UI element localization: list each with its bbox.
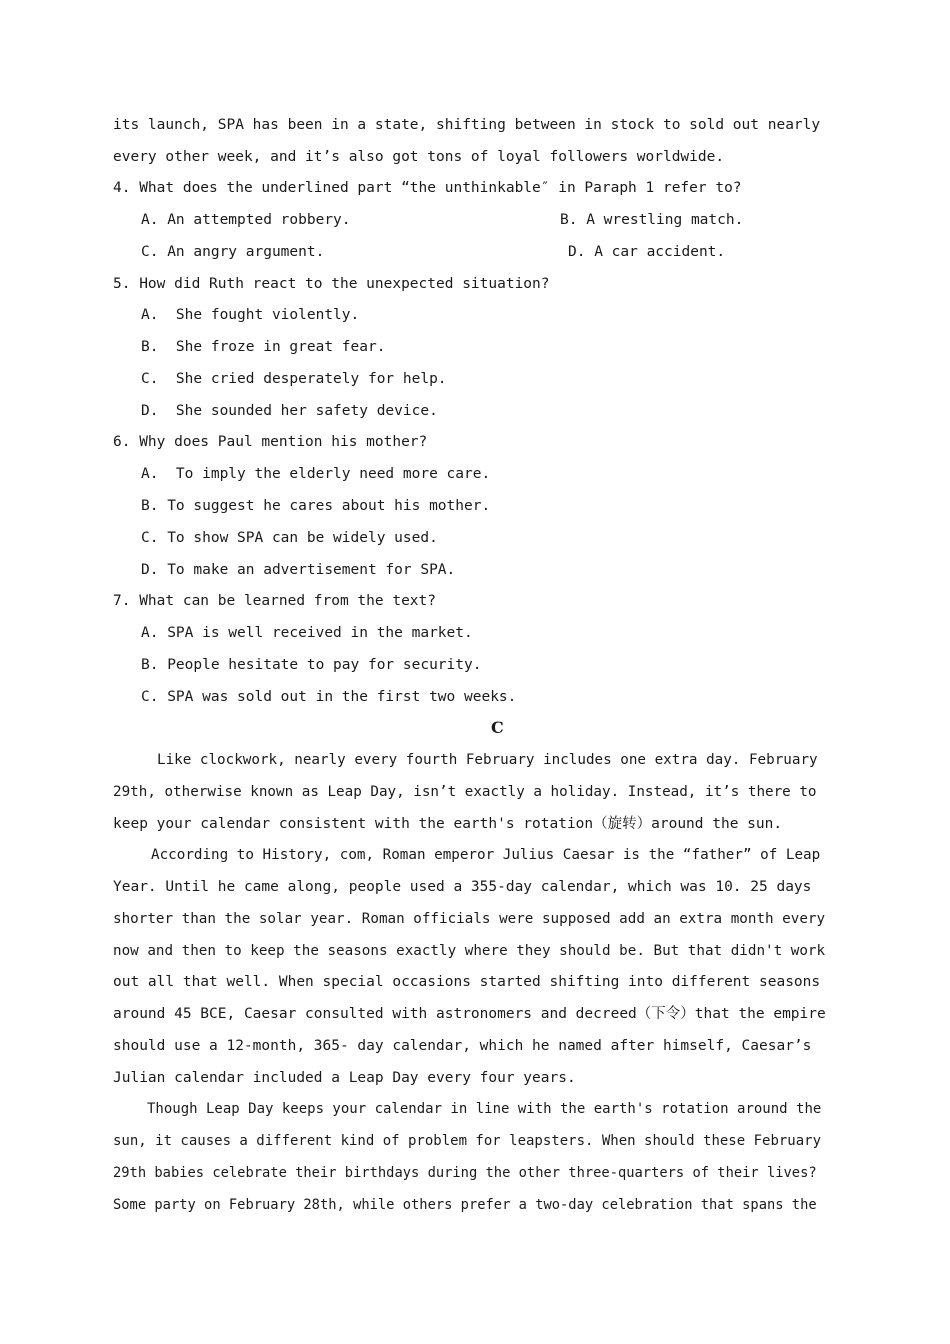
passage-c-p1-line-3: keep your calendar consistent with the earth's rotation（旋转）around the sun. [113,816,783,832]
question-4-option-b: B. A wrestling match. [560,212,744,228]
passage-c-p3-line-1: Though Leap Day keeps your calendar in line with the earth's rotation around the [147,1101,822,1117]
question-7-stem: 7. What can be learned from the text? [113,593,437,609]
question-6-stem: 6. Why does Paul mention his mother? [113,434,428,450]
section-c-heading: C [491,718,504,737]
question-5-option-c: C. She cried desperately for help. [141,371,447,387]
question-7-option-a: A. SPA is well received in the market. [141,625,473,641]
question-6-option-b: B. To suggest he cares about his mother. [141,498,491,514]
passage-c-p2-line-7: should use a 12-month, 365- day calendar, which he named after himself, Caesar’s [113,1038,812,1054]
passage-c-p2-line-1: According to History, com, Roman emperor Julius Caesar is the “father” of Leap [151,847,821,863]
passage-c-p3-line-3: 29th babies celebrate their birthdays during the other three-quarters of their lives? [113,1165,817,1181]
passage-c-p2-line-2: Year. Until he came along, people used a 355-day calendar, which was 10. 25 days [113,879,812,895]
intro-line-1: its launch, SPA has been in a state, shifting between in stock to sold out nearly [113,117,821,133]
question-5-option-b: B. She froze in great fear. [141,339,386,355]
question-4-stem: 4. What does the underlined part “the unthinkable″ in Paraph 1 refer to? [113,180,742,196]
question-6-option-d: D. To make an advertisement for SPA. [141,562,456,578]
passage-c-p2-line-6: around 45 BCE, Caesar consulted with astronomers and decreed（下令）that the empire [113,1006,826,1022]
passage-c-p1-line-1: Like clockwork, nearly every fourth February includes one extra day. February [157,752,818,768]
question-4-option-c: C. An angry argument. [141,244,325,260]
passage-c-p2-line-3: shorter than the solar year. Roman officials were supposed add an extra month every [113,911,826,927]
question-6-option-a: A. To imply the elderly need more care. [141,466,491,482]
passage-c-p1-line-2: 29th, otherwise known as Leap Day, isn’t exactly a holiday. Instead, it’s there to [113,784,817,800]
question-6-option-c: C. To show SPA can be widely used. [141,530,438,546]
question-5-option-a: A. She fought violently. [141,307,360,323]
passage-c-p3-line-4: Some party on February 28th, while others prefer a two-day celebration that spans the [113,1197,817,1213]
question-5-option-d: D. She sounded her safety device. [141,403,438,419]
passage-c-p2-line-4: now and then to keep the seasons exactly where they should be. But that didn't work [113,943,826,959]
question-4-option-d: D. A car accident. [568,244,726,260]
question-5-stem: 5. How did Ruth react to the unexpected situation? [113,276,550,292]
question-7-option-b: B. People hesitate to pay for security. [141,657,482,673]
passage-c-p2-line-5: out all that well. When special occasions started shifting into different seasons [113,974,821,990]
question-7-option-c: C. SPA was sold out in the first two weeks. [141,689,517,705]
passage-c-p2-line-8: Julian calendar included a Leap Day every four years. [113,1070,576,1086]
passage-c-p3-line-2: sun, it causes a different kind of problem for leapsters. When should these February [113,1133,822,1149]
question-4-option-a: A. An attempted robbery. [141,212,351,228]
intro-line-2: every other week, and it’s also got tons of loyal followers worldwide. [113,149,725,165]
